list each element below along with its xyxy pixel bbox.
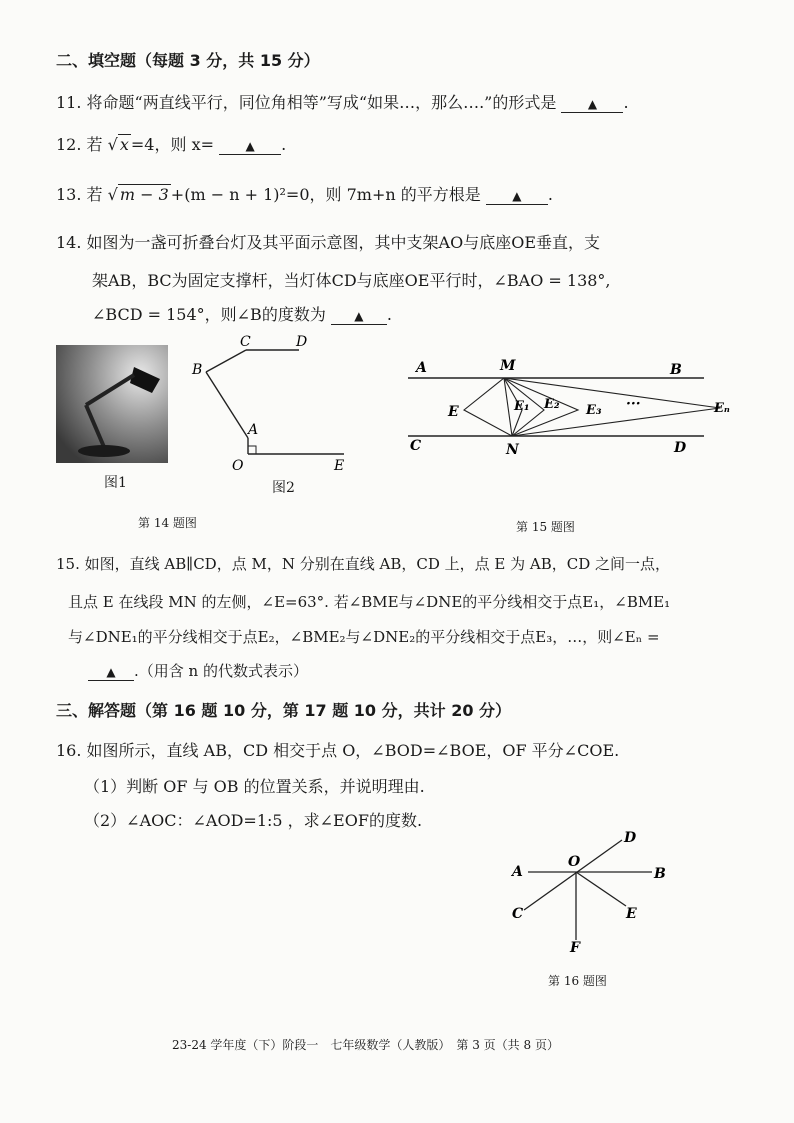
question-number: 13. — [56, 185, 82, 204]
question-number: 12. — [56, 135, 82, 154]
intersecting-lines-diagram — [504, 826, 674, 966]
point-label-M: M — [500, 358, 516, 374]
question-16-line-1 — [56, 738, 619, 761]
sqrt-expression: √ m − 3 — [107, 185, 169, 204]
point-label-F: F — [570, 940, 580, 956]
section-2-title: 二、填空题（每题 3 分，共 15 分） — [56, 51, 320, 70]
point-label-En: Eₙ — [714, 401, 730, 416]
question-text: 如图为一盏可折叠台灯及其平面示意图，其中支架AO与底座OE垂直，支 — [86, 233, 601, 252]
question-text: 如图，直线 AB∥CD，点 M，N 分别在直线 AB，CD 上，点 E 为 AB，CD 之间一点， — [84, 555, 670, 573]
question-14-line-1 — [56, 230, 600, 253]
question-13 — [56, 182, 553, 205]
ellipsis: ··· — [626, 396, 641, 412]
question-text-tail: .（用含 n 的代数式表示） — [134, 662, 308, 680]
period: . — [281, 135, 287, 154]
figure-15-caption: 第 15 题图 — [516, 520, 575, 534]
lamp-photo — [56, 345, 168, 463]
point-label-B: B — [192, 362, 203, 378]
question-11 — [56, 90, 629, 113]
radicand: m − 3 — [119, 185, 169, 204]
point-label-E: E — [626, 906, 637, 922]
answer-blank — [331, 305, 387, 325]
sqrt-expression: √ x — [107, 135, 129, 154]
point-label-E3: E₃ — [586, 403, 602, 418]
point-label-D: D — [674, 440, 687, 456]
question-16-part-1: （1）判断 OF 与 OB 的位置关系，并说明理由. — [84, 777, 425, 796]
period: . — [623, 93, 629, 112]
lamp-diagram — [184, 330, 364, 490]
question-number: 15. — [56, 555, 80, 573]
point-label-C: C — [410, 438, 422, 454]
question-text-pre: 若 — [86, 135, 103, 154]
period: . — [386, 305, 393, 324]
radicand: x — [119, 135, 129, 154]
triangle-marker: ▲ — [587, 97, 598, 111]
figure-16-caption: 第 16 题图 — [548, 974, 607, 988]
question-number: 14. — [56, 233, 82, 252]
question-text-post: +(m − n + 1)²=0，则 7m+n 的平方根是 — [170, 185, 481, 204]
question-number: 16. — [56, 741, 82, 760]
question-number: 11. — [56, 93, 82, 112]
figure-1-caption: 图1 — [104, 475, 127, 491]
question-text: 如图所示，直线 AB，CD 相交于点 O，∠BOD=∠BOE，OF 平分∠COE. — [86, 741, 620, 760]
answer-blank — [219, 135, 281, 155]
answer-blank — [88, 662, 134, 681]
parallel-lines-diagram — [404, 352, 744, 462]
point-label-B: B — [654, 866, 666, 882]
question-text-post: =4，则 x= — [130, 135, 214, 154]
figure-2-caption: 图2 — [272, 480, 295, 496]
point-label-C: C — [512, 906, 524, 922]
question-15-line-3: 与∠DNE₁的平分线相交于点E₂，∠BME₂与∠DNE₂的平分线相交于点E₃，…，则∠Eₙ = — [68, 628, 660, 646]
point-label-B: B — [670, 362, 682, 378]
question-15-line-2: 且点 E 在线段 MN 的左侧，∠E=63°. 若∠BME与∠DNE的平分线相交于点E₁，∠BME₁ — [68, 593, 671, 611]
answer-blank — [561, 93, 623, 113]
figure-14-caption: 第 14 题图 — [138, 516, 197, 530]
question-text: ∠BCD = 154°，则∠B的度数为 — [92, 305, 326, 324]
point-label-E2: E₂ — [544, 397, 560, 412]
question-15-line-1 — [56, 553, 670, 574]
point-label-D: D — [296, 334, 308, 350]
answer-blank — [486, 185, 548, 205]
point-label-D: D — [624, 830, 637, 846]
point-label-E: E — [334, 458, 345, 474]
question-12 — [56, 132, 286, 155]
point-label-E1: E₁ — [514, 399, 530, 414]
triangle-marker: ▲ — [245, 139, 255, 153]
point-label-A: A — [248, 422, 259, 438]
question-16-part-2: （2）∠AOC：∠AOD=1:5 ，求∠EOF的度数. — [84, 811, 423, 830]
point-label-E: E — [448, 404, 459, 420]
question-14-line-3 — [92, 302, 392, 325]
page-footer: 23-24 学年度（下）阶段一 七年级数学（人教版） 第 3 页（共 8 页） — [172, 1038, 559, 1052]
point-label-N: N — [506, 442, 519, 458]
point-label-O: O — [568, 854, 581, 870]
question-14-line-2: 架AB，BC为固定支撑杆，当灯体CD与底座OE平行时，∠BAO = 138°, — [92, 271, 611, 290]
question-text-pre: 若 — [86, 185, 103, 204]
triangle-marker: ▲ — [512, 189, 522, 203]
question-text: 将命题“两直线平行，同位角相等”写成“如果…，那么….”的形式是 — [86, 93, 557, 112]
section-3-title: 三、解答题（第 16 题 10 分，第 17 题 10 分，共计 20 分） — [56, 701, 512, 720]
triangle-marker: ▲ — [354, 309, 364, 323]
point-label-O: O — [232, 458, 244, 474]
point-label-A: A — [512, 864, 523, 880]
point-label-C: C — [240, 334, 251, 350]
point-label-A: A — [416, 360, 427, 376]
period: . — [547, 185, 553, 204]
triangle-marker: ▲ — [106, 665, 116, 679]
question-15-line-4 — [88, 660, 308, 681]
